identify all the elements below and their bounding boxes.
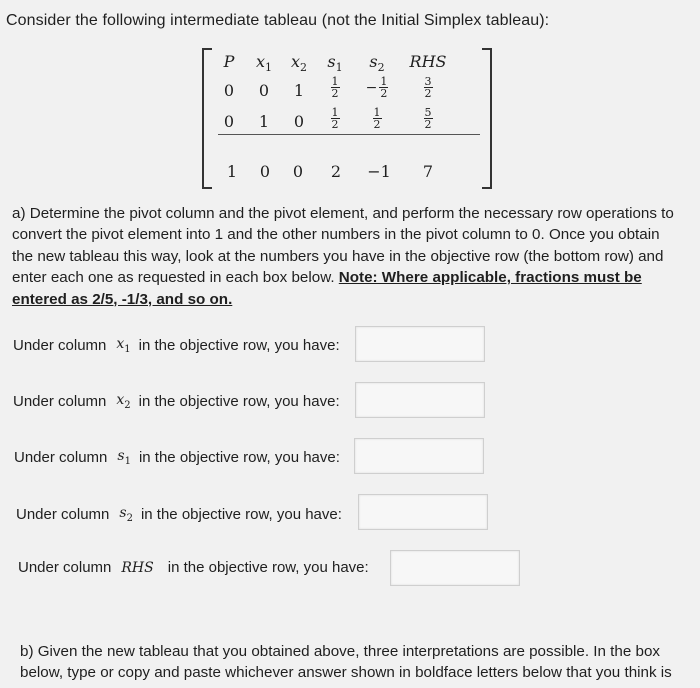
obj-x1: 0 [259,162,271,181]
question-rhs: Under column RHS in the objective row, you have: [18,559,369,576]
fraction-format-note: Note: Where applicable, fractions must be entered as 2/5, -1/3, and so on. [12,269,642,308]
question-s2: Under column $s_2$ in the objective row, you have: [16,505,342,524]
row2-s1: $\frac{1}{2}$ [331,106,339,131]
obj-rhs: 7 [422,162,434,181]
header-p: P [223,52,235,71]
row1-x1: 0 [258,81,270,100]
answer-input-s1[interactable] [354,438,484,474]
part-b-instructions: b) Given the new tableau that you obtained above, three interpretations are possible. In the box below, type or copy and paste whichever answer shown in boldface letters below that you think is [20,643,672,682]
header-rhs: RHS [409,52,447,71]
header-x2: $x_2$ [290,52,308,75]
answer-input-x2[interactable] [355,382,485,418]
answer-input-rhs[interactable] [390,550,520,586]
obj-s1: 2 [330,162,342,181]
answer-input-x1[interactable] [355,326,485,362]
row2-x2: 0 [293,112,305,131]
question-s1: Under column $s_1$ in the objective row, you have: [14,448,340,467]
obj-x2: 0 [292,162,304,181]
row1-p: 0 [223,81,235,100]
row1-s1: $\frac{1}{2}$ [331,75,339,100]
simplex-tableau [202,48,492,189]
row1-x2: 1 [293,81,305,100]
row2-rhs: $\frac{5}{2}$ [424,106,432,131]
header-s2: $s_2$ [369,52,385,75]
header-s1: $s_1$ [327,52,343,75]
part-a-instructions: a) Determine the pivot column and the pivot element, and perform the necessary row operations to convert the pivot element into 1 and the other numbers in the pivot column to 0. Once you obtain the new tableau this way, look at the numbers you have in the objective row (the bottom row) and enter each one as requested in each box below. Note: Where applicable, fractions must be entered as 2/5, -1/3, and so on. [12,205,674,308]
row1-rhs: $\frac{3}{2}$ [424,75,432,100]
obj-p: 1 [226,162,238,181]
question-x1: Under column $x_1$ in the objective row, you have: [13,336,340,355]
row2-s2: $\frac{1}{2}$ [373,106,381,131]
matrix-right-bracket [482,48,492,189]
question-x2: Under column $x_2$ in the objective row, you have: [13,392,340,411]
header-x1: $x_1$ [255,52,273,75]
obj-s2: −1 [367,162,391,181]
matrix-left-bracket [202,48,212,189]
answer-input-s2[interactable] [358,494,488,530]
intro-text: Consider the following intermediate tableau (not the Initial Simplex tableau): [6,12,550,29]
row2-p: 0 [223,112,235,131]
row1-s2: − $\frac{1}{2}$ [365,75,388,100]
row2-x1: 1 [258,112,270,131]
objective-separator [218,134,480,135]
